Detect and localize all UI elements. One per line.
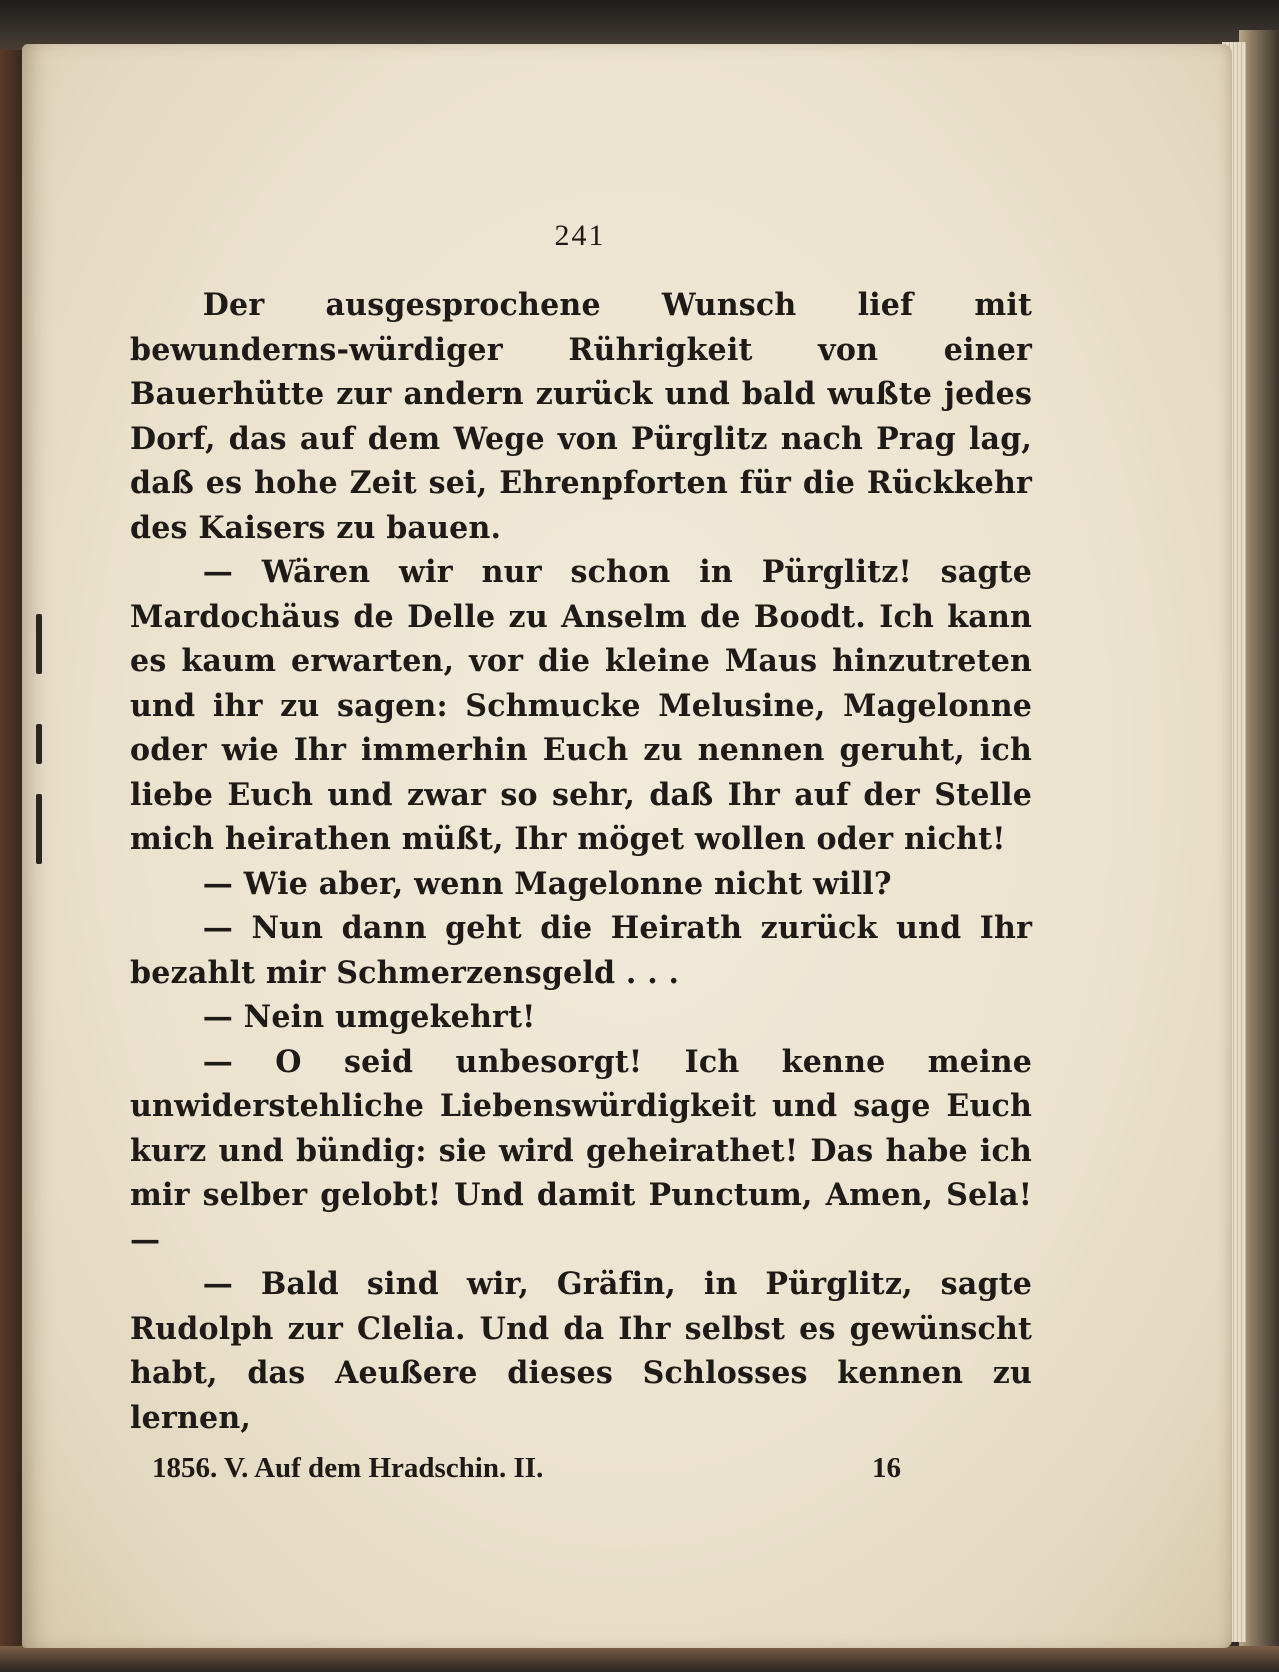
gutter-binding-marks: [36, 614, 44, 914]
paragraph: — Wie aber, wenn Magelonne nicht will?: [202, 865, 892, 902]
page-number: 241: [554, 219, 606, 252]
paragraph: — Bald sind wir, Gräfin, in Pürglitz, sagte Rudolph zur Clelia. Und da Ihr selbst es gewünscht habt, das Aeußere dieses Schlosses kennen zu lernen,: [130, 1266, 1033, 1436]
book-cover-top-edge: [0, 0, 1279, 50]
footer-sheet-number: 16: [872, 1452, 901, 1484]
book-page: [22, 44, 1232, 1648]
paragraph: — O seid unbesorgt! Ich kenne meine unwiderstehliche Liebenswürdigkeit und sage Euch kurz und bündig: sie wird geheirathet! Das habe ich mir selber gelobt! Und damit Punctum, Amen, Sela! —: [130, 1043, 1033, 1258]
paragraph: — Wären wir nur schon in Pürglitz! sagte Mardochäus de Delle zu Anselm de Boodt. Ich kann es kaum erwarten, vor die kleine Maus hinzutreten und ihr zu sagen: Schmucke Melusine, Magelonne oder wie Ihr immerhin Euch zu nennen geruht, ich liebe Euch und zwar so sehr, daß Ihr auf der Stelle mich heirathen müßt, Ihr möget wollen oder nicht!: [130, 554, 1033, 857]
paragraph: — Nein umgekehrt!: [202, 999, 536, 1035]
book-cover-bottom-edge: [0, 1646, 1279, 1672]
paragraph: — Nun dann geht die Heirath zurück und Ihr bezahlt mir Schmerzensgeld . . .: [130, 910, 1033, 991]
paragraph: Der ausgesprochene Wunsch lief mit bewunderns-würdiger Rührigkeit von einer Bauerhütte zur andern zurück und bald wußte jedes Dorf, das auf dem Wege von Pürglitz nach Prag lag, daß es hohe Zeit sei, Ehrenpforten für die Rückkehr des Kaisers zu bauen.: [130, 287, 1033, 546]
page-footer: [152, 1452, 952, 1485]
page-text-block: [130, 219, 1060, 1440]
footer-signature: 1856. V. Auf dem Hradschin. II.: [152, 1452, 544, 1484]
